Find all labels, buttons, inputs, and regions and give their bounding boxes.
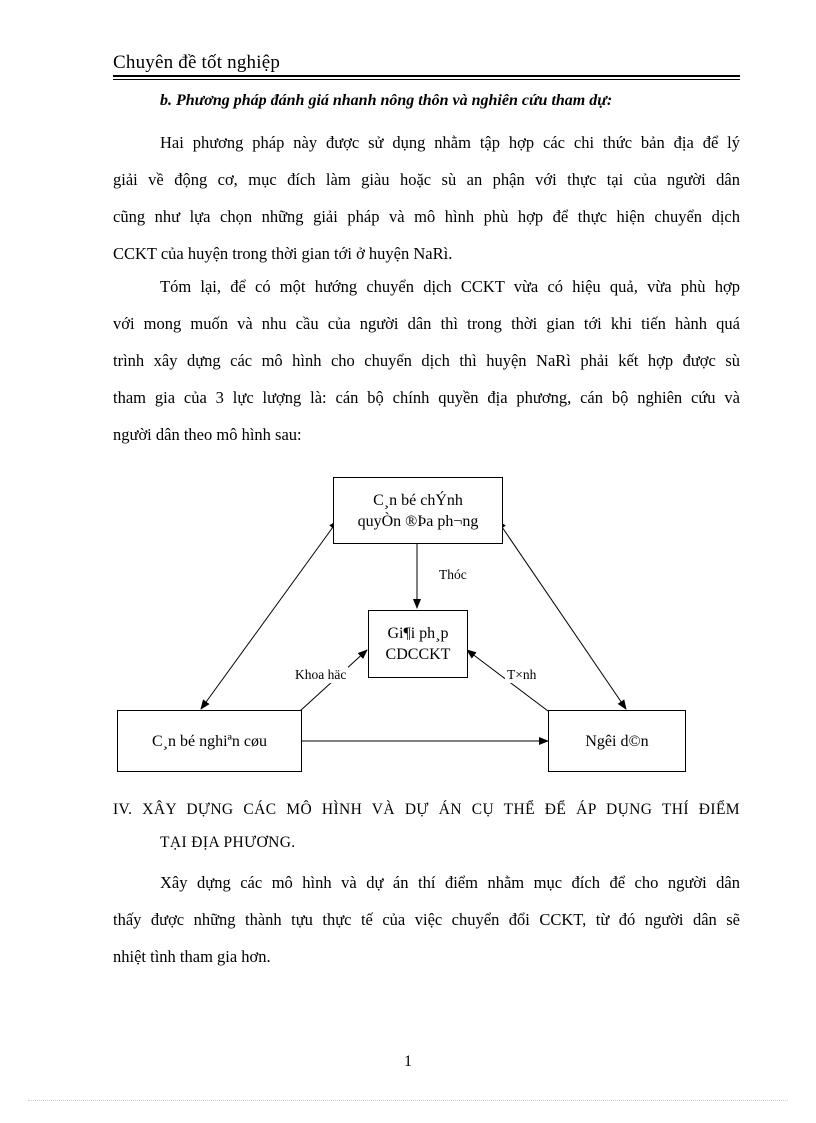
footer-dotted-rule [28, 1100, 788, 1101]
paragraph-line: thấy được những thành tựu thực tế của việc chuyển đổi CCKT, từ đó người dân sẽ [113, 910, 740, 929]
arrow-right-to-center [467, 650, 548, 711]
paragraph-line: Tóm lại, để có một hướng chuyển dịch CCKT vừa có hiệu quả, vừa phù hợp [160, 277, 740, 296]
page-number: 1 [404, 1053, 412, 1070]
paragraph-line: cũng như lựa chọn những giải pháp và mô hình phù hợp để thực hiện chuyển dịch [113, 207, 740, 226]
section-iv-heading-line1: IV. XÂY DỰNG CÁC MÔ HÌNH VÀ DỰ ÁN CỤ THỂ ĐỂ ÁP DỤNG THÍ ĐIỂM [113, 801, 740, 818]
section-iv-heading-line2: TẠI ĐỊA PHƯƠNG. [160, 834, 296, 851]
header-rule-thin [113, 79, 740, 80]
paragraph-line: tham gia của 3 lực lượng là: cán bộ chính quyền địa phương, cán bộ nghiên cứu và [113, 388, 740, 407]
paragraph-line: giải về động cơ, mục đích làm giàu hoặc sù an phận với thực tại của người dân [113, 170, 740, 189]
diagram-label-left: Khoa häc [295, 667, 347, 682]
paragraph-line: CCKT của huyện trong thời gian tới ở huyện NaRì. [113, 244, 453, 263]
document-header-title: Chuyên đề tốt nghiệp [113, 52, 281, 73]
arrow-top-to-right [502, 527, 626, 709]
paragraph-line: Xây dựng các mô hình và dự án thí điểm nhằm mục đích để cho người dân [160, 873, 740, 892]
paragraph-line: trình xây dựng các mô hình cho chuyển dịch thì huyện NaRì phải kết hợp được sù [113, 351, 740, 370]
diagram-box-solution: Gi¶i ph¸p CDCCKT [368, 610, 468, 678]
diagram-box-researchers: C¸n bé nghiªn cøu [117, 710, 302, 772]
paragraph-line: Hai phương pháp này được sử dụng nhằm tập hợp các chi thức bản địa để lý [160, 133, 740, 152]
arrow-top-to-left [201, 527, 333, 709]
diagram-label-top: Thóc [439, 567, 467, 582]
paragraph-line: người dân theo mô hình sau: [113, 425, 302, 444]
paragraph-line: nhiệt tình tham gia hơn. [113, 947, 271, 966]
section-iv-heading [113, 793, 740, 859]
diagram-box-government: C¸n bé chÝnh quyÒn ®Þa ph¬ng [333, 477, 503, 544]
paragraph-line: với mong muốn và nhu cầu của người dân thì trong thời gian tới khi tiến hành quá [113, 314, 740, 333]
header-rule-thick [113, 75, 740, 77]
diagram-label-right: T×nh [507, 667, 537, 682]
diagram-box-people: Ngêi d©n [548, 710, 686, 772]
arrow-left-to-center [300, 650, 367, 711]
section-b-heading: b. Phương pháp đánh giá nhanh nông thôn và nghiên cứu tham dự: [160, 92, 613, 109]
